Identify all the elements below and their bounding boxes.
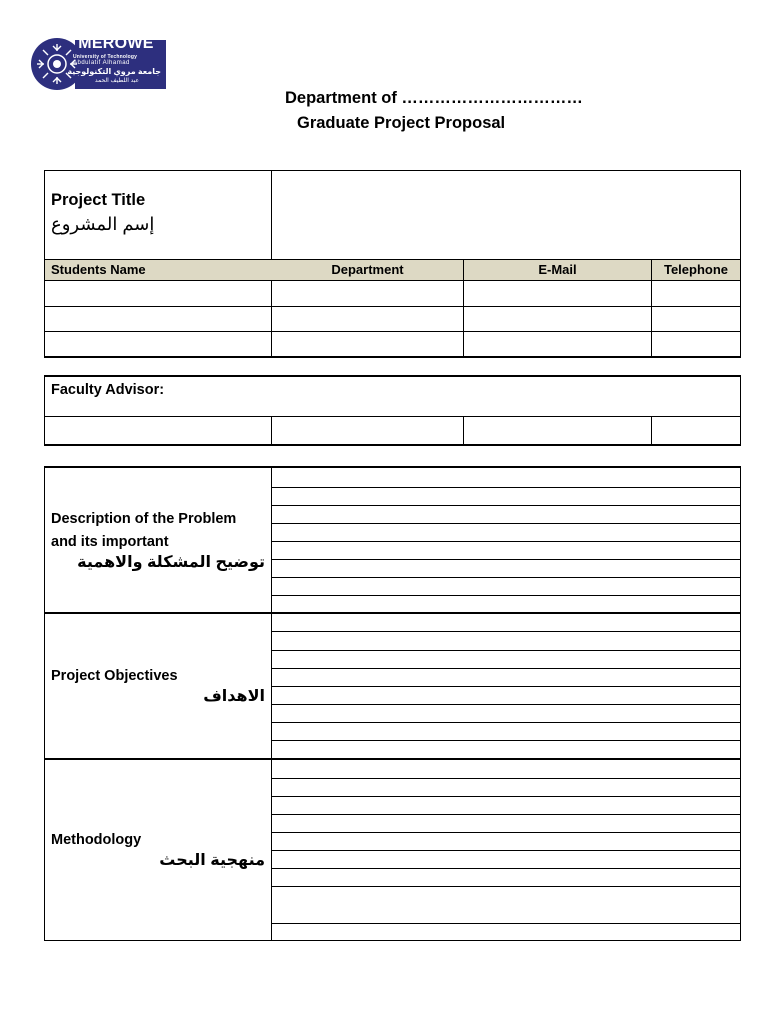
- objectives-label-ar: الاهداف: [203, 688, 265, 705]
- logo-arabic-founder: عبد اللطيف الحمد: [94, 78, 140, 84]
- student-row-1[interactable]: [45, 281, 740, 306]
- student-row-2[interactable]: [45, 307, 740, 331]
- page-title: Graduate Project Proposal: [297, 114, 506, 132]
- university-logo: [31, 37, 168, 91]
- column-telephone: Telephone: [663, 262, 729, 277]
- advisor-table: [44, 375, 741, 446]
- project-title-label: Project Title: [51, 191, 146, 209]
- methodology-label: Methodology: [51, 832, 142, 848]
- project-title-label-ar: إسم المشروع: [51, 214, 155, 234]
- advisor-row[interactable]: [45, 417, 740, 444]
- project-table: [44, 170, 741, 358]
- logo-name: MEROWE: [78, 35, 154, 52]
- problem-description-label: Description of the Problem and its important: [51, 511, 237, 550]
- problem-description-label-ar: توضيح المشكلة والاهمية: [77, 554, 265, 571]
- department-heading: Department of ……………………………: [285, 89, 583, 107]
- column-department: Department: [331, 262, 404, 277]
- objectives-label: Project Objectives: [51, 668, 178, 684]
- proposal-sections: [44, 466, 741, 941]
- problem-description-field[interactable]: [272, 468, 740, 612]
- column-students-name: Students Name: [51, 262, 146, 277]
- student-row-3[interactable]: [45, 332, 740, 357]
- project-title-field[interactable]: [272, 171, 741, 259]
- column-email: E-Mail: [538, 262, 577, 277]
- methodology-label-ar: منهجية البحث: [159, 852, 265, 869]
- logo-founder-line: Abdulatif Alhamad: [73, 60, 130, 66]
- logo-university-line: University of Technology: [73, 54, 138, 60]
- logo-arabic-name: جامعة مروي التكنولوجية: [67, 67, 161, 76]
- faculty-advisor-label: Faculty Advisor:: [51, 382, 165, 398]
